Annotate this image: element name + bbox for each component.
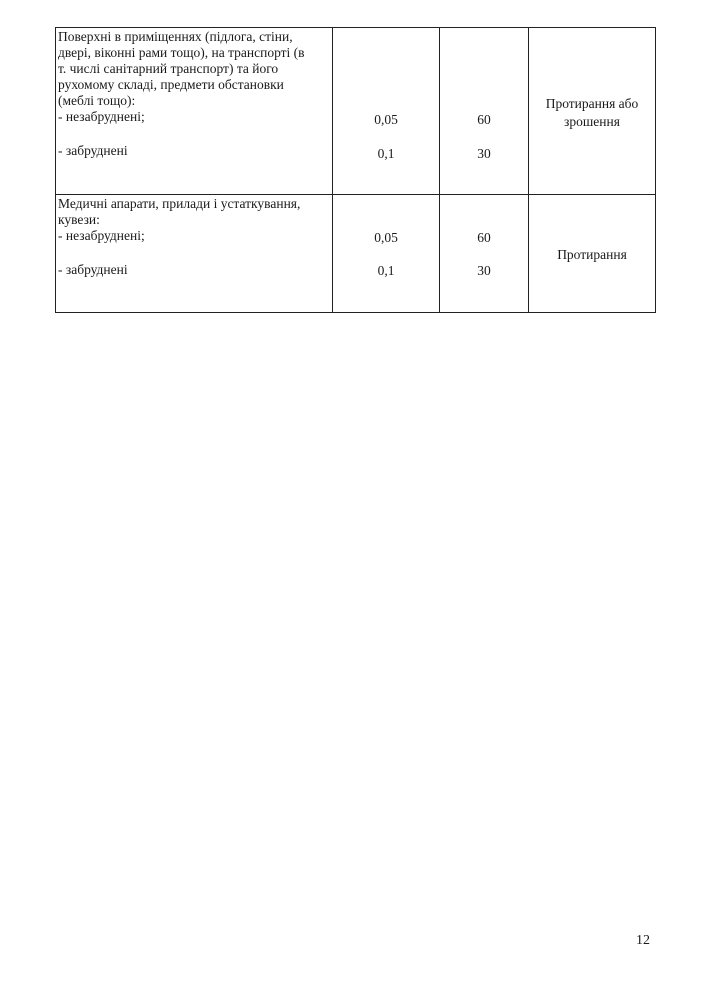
description-line: двері, віконні рами тощо), на транспорті (в <box>58 45 305 60</box>
table-row <box>56 28 656 195</box>
table-row <box>56 195 656 313</box>
concentration-value: 0,05 <box>374 112 398 127</box>
exposure-time-value: 30 <box>477 263 491 278</box>
description-line: Поверхні в приміщеннях (підлога, стіни, <box>58 29 293 44</box>
exposure-time-value: 30 <box>477 146 491 161</box>
method-cell <box>529 195 656 313</box>
concentration-cell <box>333 195 440 313</box>
description-line: Медичні апарати, прилади і устаткування, <box>58 196 301 211</box>
description-line: т. числі санітарний транспорт) та його <box>58 61 279 76</box>
disinfection-table <box>55 27 656 313</box>
item-label-clean: - незабруднені; <box>58 228 145 243</box>
item-label-dirty: - забруднені <box>58 143 128 158</box>
exposure-time-cell <box>440 28 529 195</box>
exposure-time-value: 60 <box>477 112 491 127</box>
exposure-time-cell <box>440 195 529 313</box>
object-cell <box>56 195 333 313</box>
description-line: кувези: <box>58 212 100 227</box>
method-text: Протирання або зрошення <box>545 96 639 129</box>
object-description <box>58 196 329 228</box>
description-line: (меблі тощо): <box>58 93 136 108</box>
concentration-value: 0,1 <box>377 263 395 278</box>
method-text: Протирання <box>557 247 627 262</box>
item-label-dirty: - забруднені <box>58 262 128 277</box>
page-number: 12 <box>636 933 650 948</box>
concentration-value: 0,1 <box>377 146 395 161</box>
method-cell <box>529 28 656 195</box>
item-label-clean: - незабруднені; <box>58 109 145 124</box>
exposure-time-value: 60 <box>477 230 491 245</box>
object-description <box>58 29 329 109</box>
description-line: рухомому складі, предмети обстановки <box>58 77 284 92</box>
concentration-cell <box>333 28 440 195</box>
concentration-value: 0,05 <box>374 230 398 245</box>
object-cell <box>56 28 333 195</box>
